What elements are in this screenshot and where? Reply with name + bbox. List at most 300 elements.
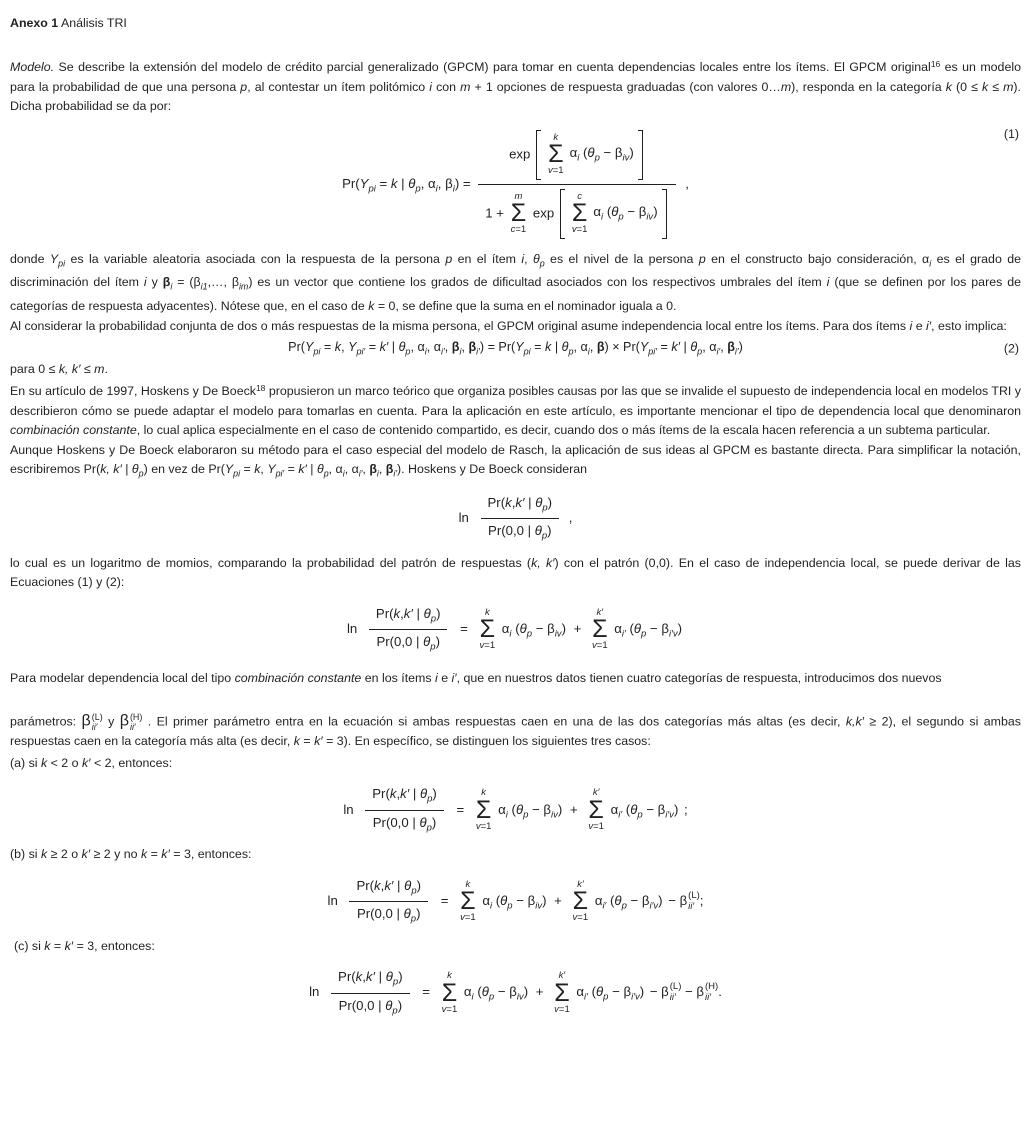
text-segment: i (489, 900, 493, 912)
sum-body (570, 145, 634, 164)
text-segment: α (610, 801, 619, 817)
text-segment: Pr(0,0 | (356, 906, 404, 922)
text-segment: θ (519, 621, 527, 637)
text-segment: ( (511, 621, 520, 637)
text-segment: , (396, 786, 401, 802)
text-segment: β (162, 275, 171, 290)
equation-case-c (10, 968, 1021, 1018)
text-segment: k′ (298, 462, 307, 476)
text-segment: ) (629, 145, 634, 161)
ln-operator: ln (327, 893, 338, 909)
text-segment: ) (523, 984, 529, 1000)
text-segment: Pr(0,0 | (488, 523, 535, 539)
text-segment: Pr( (288, 339, 305, 354)
text-segment: | (393, 877, 405, 893)
equation-tail (684, 802, 688, 817)
text-segment: , (362, 969, 366, 985)
exp-operator: exp (509, 146, 531, 162)
text-segment: iv (516, 992, 524, 1004)
text-segment: ) = Pr( (479, 339, 516, 354)
text-segment: p (621, 900, 627, 912)
case-c-condition (10, 937, 1021, 956)
fraction (478, 129, 675, 240)
text-segment: pi′ (275, 468, 285, 479)
text-segment: v (571, 224, 577, 236)
fraction (331, 968, 410, 1018)
text-segment: k′ (558, 970, 566, 982)
text-segment: θ (316, 462, 324, 476)
text-segment: ) (738, 339, 743, 354)
text-segment: ) (639, 984, 645, 1000)
text-segment: ( (625, 621, 634, 637)
summation (588, 788, 604, 832)
equals-sign: = (422, 984, 430, 1000)
text-segment: i (424, 346, 427, 357)
text-segment: k′ (400, 786, 410, 802)
text-segment: y (102, 714, 120, 729)
text-segment: i′v (631, 992, 640, 1004)
text-segment: v (460, 912, 465, 924)
text-segment: p (539, 257, 545, 268)
equals-sign: = (456, 801, 465, 817)
text-segment: ) (547, 494, 553, 510)
text-segment: , (589, 339, 597, 354)
text-segment: α (482, 893, 490, 909)
text-segment: =1 (484, 640, 496, 652)
text-segment: i (909, 318, 913, 333)
text-segment: en el constructo bajo consideración, α (705, 251, 930, 266)
text-segment: , β (437, 175, 453, 191)
text-segment: ( (507, 801, 516, 817)
text-segment: k (447, 970, 452, 982)
text-segment: k (140, 847, 148, 862)
sigma-symbol: Σ (588, 795, 604, 824)
text-segment: Pr(0,0 | (372, 814, 420, 830)
text-segment: − β (599, 145, 623, 161)
text-segment: p (138, 468, 144, 479)
text-segment: (b) si (10, 847, 41, 862)
summation (554, 971, 570, 1015)
text-segment: 1 + (485, 205, 508, 221)
text-segment: k (293, 734, 300, 749)
text-segment: i (505, 809, 508, 821)
text-segment: =1 (480, 820, 492, 832)
text-segment: θ (385, 969, 393, 985)
text-segment: α (569, 145, 578, 161)
text-segment: im (238, 281, 249, 292)
text-segment: p (430, 641, 436, 653)
equation-1-gpcm (10, 127, 1021, 242)
text-segment: ) (677, 621, 683, 637)
text-segment: i (601, 211, 604, 223)
text-segment: = (375, 175, 391, 191)
text-segment: i (376, 468, 379, 479)
text-segment: v (548, 165, 553, 177)
text-segment: p (594, 152, 600, 164)
summation (511, 192, 527, 236)
equation-case-b (10, 877, 1021, 927)
text-segment: Y (224, 462, 234, 476)
text-segment: v (554, 1003, 559, 1015)
text-segment: Y (49, 251, 59, 266)
text-segment: , (524, 251, 533, 266)
text-segment: θ (535, 494, 543, 510)
text-segment: , (260, 462, 268, 476)
text-segment: = (β (172, 275, 201, 290)
text-segment: Y (515, 339, 524, 354)
text-segment: p (697, 346, 703, 357)
text-segment: ( (622, 801, 631, 817)
text-segment: i′ (716, 346, 721, 357)
text-segment: i′v (665, 809, 674, 821)
text-segment: . (104, 361, 108, 376)
text-segment: i′ (618, 809, 623, 821)
text-segment: β (81, 711, 91, 730)
text-segment: =1 (464, 912, 476, 924)
text-segment: i (459, 346, 462, 357)
text-segment: , α (344, 462, 359, 476)
summation (572, 192, 588, 236)
text-segment: i (929, 257, 932, 268)
text-segment: | (121, 462, 132, 476)
text-segment: p (415, 183, 421, 195)
text-segment: ) (547, 523, 552, 539)
fraction-denominator (481, 519, 560, 543)
text-segment: k′ (161, 847, 170, 862)
equation-number: (1) (1003, 126, 1019, 141)
paragraph-hoskens-deboeck (10, 379, 1021, 440)
text-segment: i1 (200, 281, 208, 292)
text-segment: θ (423, 634, 431, 650)
sum-body (593, 204, 657, 223)
sum-body (482, 893, 547, 912)
text-segment: k (553, 131, 559, 143)
sigma-symbol: Σ (510, 199, 527, 228)
text-segment: k′ (379, 339, 389, 354)
text-segment: donde (10, 251, 50, 266)
text-segment: p (430, 613, 437, 625)
text-segment: Y (639, 339, 649, 354)
den-prefix (485, 205, 507, 220)
text-segment: = (147, 847, 162, 862)
text-segment: p (568, 346, 574, 357)
appendix-number: Anexo 1 (10, 16, 59, 30)
text-segment: ≤ (80, 361, 95, 376)
text-segment: = 0, se define que la suma en el nominador iguala a 0. (374, 299, 677, 314)
text-segment: α (614, 621, 622, 637)
appendix-title (10, 14, 1021, 33)
text-segment: p (603, 992, 609, 1004)
text-segment: ) (416, 877, 422, 893)
text-segment: , esto implica: (931, 318, 1007, 333)
equals-sign: = (460, 621, 468, 637)
text-segment: p (698, 251, 706, 266)
text-segment: =1 (593, 820, 604, 832)
sum-body (610, 801, 679, 821)
text-segment: p (542, 502, 548, 514)
text-segment: i′v (649, 900, 659, 912)
text-segment: p (541, 530, 548, 542)
text-segment: con (432, 80, 461, 95)
text-segment: i′ (926, 318, 932, 333)
text-segment: En su artículo de 1997, Hoskens y De Boeck (10, 384, 256, 399)
text-segment: , α (573, 339, 588, 354)
text-segment: i (435, 670, 438, 685)
text-segment: α (463, 984, 472, 1000)
equation-tail (685, 176, 689, 191)
text-segment: k′ (314, 734, 323, 749)
text-segment: pi (523, 346, 531, 357)
text-segment: k (484, 606, 490, 618)
text-segment: ( (473, 984, 482, 1000)
text-segment: es la variable aleatoria asociada con la respuesta de la persona (65, 251, 446, 266)
ln-operator: ln (343, 801, 354, 817)
text-segment: k (393, 605, 401, 621)
text-segment: ≤ (988, 80, 1004, 95)
plus-sign: + (535, 984, 544, 1000)
text-segment: θ (614, 893, 622, 909)
text-segment: | (397, 175, 409, 191)
text-segment: ) = (454, 175, 475, 191)
text-segment: i′ (476, 346, 480, 357)
text-segment: p (637, 809, 643, 821)
text-segment: Y (359, 175, 369, 191)
text-segment: θ (534, 523, 542, 539)
text-segment: = (50, 938, 65, 953)
text-segment: ) con el patrón (0,0). En el caso de independencia local, se puede derivar de las Ecuaciones (1) y (2): (10, 555, 1021, 590)
text-segment: Modelo. (10, 60, 55, 75)
text-segment: θ (131, 462, 139, 476)
text-segment: | (388, 339, 399, 354)
plus-sign: + (569, 801, 578, 817)
fraction-numerator (478, 129, 675, 185)
text-segment: , (444, 339, 452, 354)
sigma-symbol: Σ (571, 199, 588, 228)
text-segment: k (981, 80, 989, 95)
paragraph-model-intro (10, 55, 1021, 116)
sigma-symbol: Σ (554, 978, 570, 1007)
plus-sign: + (573, 621, 582, 637)
text-segment: pi (368, 183, 376, 195)
text-segment: p (523, 809, 529, 821)
text-segment: k (465, 878, 471, 890)
fraction (365, 785, 444, 835)
text-segment: p (323, 468, 329, 479)
stacked-script: (L) ii′ (669, 981, 682, 1003)
text-segment: , (461, 339, 469, 354)
square-bracket-group (560, 189, 667, 239)
text-segment: k (945, 80, 952, 95)
text-segment: k (44, 938, 51, 953)
text-segment: | (374, 969, 386, 985)
text-segment: i (170, 281, 173, 292)
text-segment: pi (58, 257, 66, 268)
text-segment: . (718, 984, 722, 1000)
text-segment: < 2, entonces: (90, 755, 173, 770)
text-segment: p (411, 885, 417, 897)
text-segment: ) × Pr( (604, 339, 640, 354)
equation-lhs (342, 175, 475, 195)
text-segment: ) (416, 906, 421, 922)
text-segment: k (355, 969, 363, 985)
text-segment: ), responda en la categoría (791, 80, 946, 95)
text-segment: − β (512, 893, 536, 909)
case-b-condition (10, 845, 1021, 864)
sigma-symbol: Σ (548, 140, 564, 169)
case-a-condition (10, 754, 1021, 773)
text-segment: θ (419, 786, 428, 802)
text-segment: = (657, 339, 672, 354)
sum-body (594, 893, 663, 912)
text-segment: − β (532, 621, 555, 637)
text-segment: k (368, 299, 375, 314)
text-segment: =1 (515, 224, 527, 236)
sum-body (576, 984, 645, 1004)
text-segment: k′ (81, 847, 91, 862)
text-segment: c (577, 190, 582, 202)
text-segment: p (405, 346, 411, 357)
text-segment: ) en vez de Pr( (143, 462, 225, 476)
text-segment: v (572, 912, 578, 924)
text-segment: ) (542, 893, 547, 909)
text-segment: Pr( (487, 494, 506, 510)
fraction (481, 494, 560, 544)
text-segment: ( (606, 893, 615, 909)
text-segment: θ (690, 339, 698, 354)
text-segment: m (514, 190, 523, 202)
text-segment: k′ (365, 969, 375, 985)
sum-body (614, 621, 683, 640)
text-segment: k (40, 847, 48, 862)
text-segment: − β (626, 893, 650, 909)
text-segment: =1 (596, 640, 608, 652)
fraction (369, 605, 448, 655)
text-segment: p (618, 211, 624, 223)
text-segment: , α (420, 175, 436, 191)
text-segment: Pr( (342, 175, 360, 191)
text-segment: , (341, 339, 349, 354)
text-segment: m (1003, 80, 1014, 95)
text-segment: ) (432, 786, 437, 802)
text-segment: , (362, 462, 370, 476)
text-segment: i′ (451, 670, 457, 685)
text-segment: + 1 opciones de respuesta graduadas (con valores 0… (470, 80, 781, 95)
text-segment: Al considerar la probabilidad conjunta de dos o más respuestas de la misma persona, el GPCM original asume independencia local entre los ítems. Para dos ítems (10, 318, 910, 333)
text-segment: , (685, 175, 689, 191)
text-segment: k (505, 494, 512, 510)
paragraph-variable-definitions (10, 250, 1021, 317)
text-segment: k, k′ (531, 555, 555, 570)
summation (592, 608, 608, 652)
text-segment: | (524, 494, 536, 510)
text-segment: en el ítem (452, 251, 522, 266)
paragraph-range-condition (10, 360, 1021, 379)
text-segment: v (588, 820, 594, 832)
text-segment: , (511, 494, 516, 510)
text-segment: k′ (384, 877, 394, 893)
text-segment: k′ (596, 606, 604, 618)
text-segment: k′ (403, 605, 413, 621)
text-segment: α (498, 801, 506, 817)
paragraph-local-independence (10, 317, 1021, 336)
text-segment: − β (681, 984, 705, 1000)
text-segment: < 2 o (47, 755, 82, 770)
fraction-denominator (478, 185, 675, 240)
summation (442, 971, 458, 1015)
text-segment: − β (608, 984, 632, 1000)
text-segment: − β (649, 984, 669, 1000)
text-segment: v (475, 820, 481, 832)
text-segment: , al contestar un ítem politómico (247, 80, 430, 95)
text-segment: iv (554, 628, 562, 640)
text-segment: i′ (584, 992, 588, 1004)
paragraph-notation (10, 441, 1021, 484)
text-segment: k (40, 755, 48, 770)
equation-tail (569, 510, 573, 525)
text-segment: Pr( (375, 605, 394, 621)
text-segment: Pr( (372, 786, 390, 802)
text-segment: iv (622, 152, 630, 164)
text-segment: − β (646, 621, 669, 637)
text-segment: i (587, 346, 590, 357)
text-segment: ( (603, 203, 612, 219)
text-segment: ( (587, 984, 596, 1000)
appendix-title-text: Análisis TRI (58, 16, 127, 30)
text-segment: Para modelar dependencia local del tipo (10, 670, 235, 685)
sigma-symbol: Σ (572, 887, 589, 916)
text-segment: − β (494, 984, 517, 1000)
right-bracket (662, 189, 667, 239)
text-segment: parámetros: (10, 714, 82, 729)
text-segment: θ (500, 893, 508, 909)
text-segment: k (481, 787, 487, 799)
stacked-script: (H) ii′ (705, 981, 719, 1003)
text-segment: en los ítems (361, 670, 435, 685)
text-segment: θ (404, 877, 412, 893)
equation-number: (2) (1003, 341, 1019, 356)
text-segment: − β (668, 893, 688, 909)
text-segment: = (530, 339, 546, 354)
text-segment: ) (673, 801, 679, 817)
text-segment: (0 ≤ (951, 80, 982, 95)
text-segment: k′ (671, 339, 681, 354)
paragraph-new-parameters (10, 712, 1021, 752)
text-segment: ) (398, 969, 403, 985)
equation-log-odds (10, 494, 1021, 544)
text-segment: θ (398, 339, 406, 354)
sigma-symbol: Σ (592, 615, 608, 644)
text-segment: , lo cual aplica especialmente en el caso de contenido compartido, es decir, cuando dos o más ítems de la escala hacen referencia a un subtema particular. (136, 423, 991, 438)
text-segment: k (254, 462, 261, 476)
ln-operator: ln (309, 984, 320, 1000)
equation-case-a (10, 785, 1021, 835)
summation (476, 788, 492, 832)
ln-operator: ln (458, 510, 469, 526)
text-segment: ). Dicha probabilidad se da por: (10, 80, 1021, 114)
text-segment: p (507, 900, 513, 912)
sum-body (498, 801, 563, 821)
text-segment: ; (699, 893, 704, 909)
text-segment: β (385, 462, 394, 476)
summation (460, 880, 476, 924)
text-segment: ) (658, 893, 663, 909)
text-segment: Se describe la extensión del modelo de crédito parcial generalizado (GPCM) para tomar en cuenta dependencias locales entre los ítems. El GPCM original (54, 60, 931, 75)
text-segment: θ (587, 145, 595, 161)
text-segment: θ (630, 801, 638, 817)
text-segment: k, k′ (58, 361, 81, 376)
text-segment: iv (646, 211, 654, 223)
text-segment: v (479, 640, 485, 652)
